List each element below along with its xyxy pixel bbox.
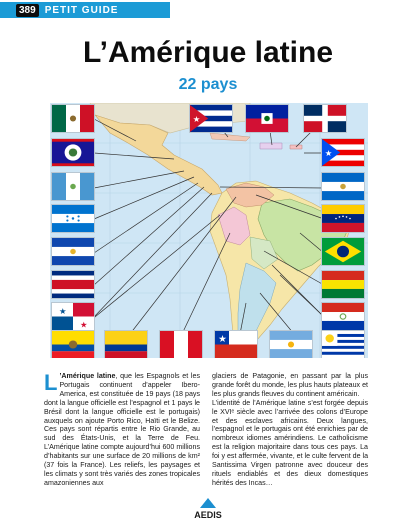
flag-icon-colombia <box>105 331 147 358</box>
body-text-3: L’identité de l’Amérique latine s’est forgée depuis le XVIᵉ siècle avec l’arrivée des colons d’Europe et des esclaves africains. Deux langues, l’espagnol et le portugais ont été enrichies par de nombreux idiomes amérindiens. Le catholicisme est la religion majoritaire dans tous ces pays. La foi y est affermée, vivante, et le culte fervent de la Santissima Virgen patronne avec douceur des rituels endiablés et des dieux domestiques hérités des Incas… <box>212 398 369 487</box>
svg-text:★: ★ <box>59 305 67 316</box>
series-number: 389 <box>16 4 39 17</box>
page-subtitle: 22 pays <box>178 76 238 93</box>
drop-cap: L <box>44 370 58 395</box>
flag-icon-dominican-republic <box>304 105 346 132</box>
body-column-left <box>44 372 200 488</box>
flag-icon-mexico <box>52 105 94 132</box>
series-name: PETIT GUIDE <box>44 4 119 16</box>
body-text-2: glaciers de Patagonie, en passant par la plus grande forêt du monde, les plus hauts plateaux et les plus grands fleuves du continent américain. <box>212 372 368 398</box>
flag-icon-belize <box>52 139 94 166</box>
body-lead: ’Amérique latine <box>59 372 116 380</box>
body-text-1: , que les Espagnols et les Portugais continuent d’appeler Ibero-America, est constituée de 19 pays (18 pays dont la langue officielle est l’espagnol et 1 pays le Brésil dont la langue officielle est le portugais) auxquels on ajoute Porto Rico, Haïti et le Belize. Ces pays sont répartis entre le Rio Grande, au sud des États-Unis, et la Terre de Feu. L’Amérique latine compte aujourd’hui 600 millions d’habitants sur une surface de 20 millions de km² (37 fois la France). Les reliefs, les paysages et les climats y sont très variés des zones tropicales amazoniennes aux <box>44 372 200 487</box>
series-band <box>0 2 170 18</box>
publisher-name: AEDIS <box>194 510 222 520</box>
flag-icon-panama <box>52 303 94 330</box>
flag-icon-paraguay <box>322 303 364 330</box>
flag-icon-haiti <box>246 105 288 132</box>
publisher-logo <box>176 498 240 520</box>
flag-icon-puerto-rico <box>322 139 364 166</box>
flag-icon-argentina <box>270 331 312 358</box>
svg-text:★: ★ <box>324 148 333 158</box>
flag-icon-cuba <box>190 105 232 132</box>
flag-icon-ecuador <box>52 331 94 358</box>
svg-text:★: ★ <box>192 114 201 124</box>
map-icon <box>50 103 368 358</box>
aedis-logo-icon <box>176 498 240 520</box>
flag-icon-el-salvador <box>52 238 94 265</box>
flag-icon-venezuela <box>322 205 364 232</box>
svg-text:★: ★ <box>218 333 227 345</box>
body-column-right <box>212 372 368 488</box>
flag-icon-uruguay <box>322 331 364 358</box>
flag-icon-costa-rica <box>52 271 94 298</box>
flag-icon-nicaragua <box>322 173 364 200</box>
flag-icon-brazil <box>322 238 364 265</box>
page-title: L’Amérique latine <box>82 36 334 69</box>
flag-icon-honduras <box>52 205 94 232</box>
latin-america-map <box>50 103 368 358</box>
flag-icon-guatemala <box>52 173 94 200</box>
flag-icon-bolivia <box>322 271 364 298</box>
svg-text:★: ★ <box>80 319 88 330</box>
flag-icon-peru <box>160 331 202 358</box>
flag-icon-chile <box>215 331 257 358</box>
